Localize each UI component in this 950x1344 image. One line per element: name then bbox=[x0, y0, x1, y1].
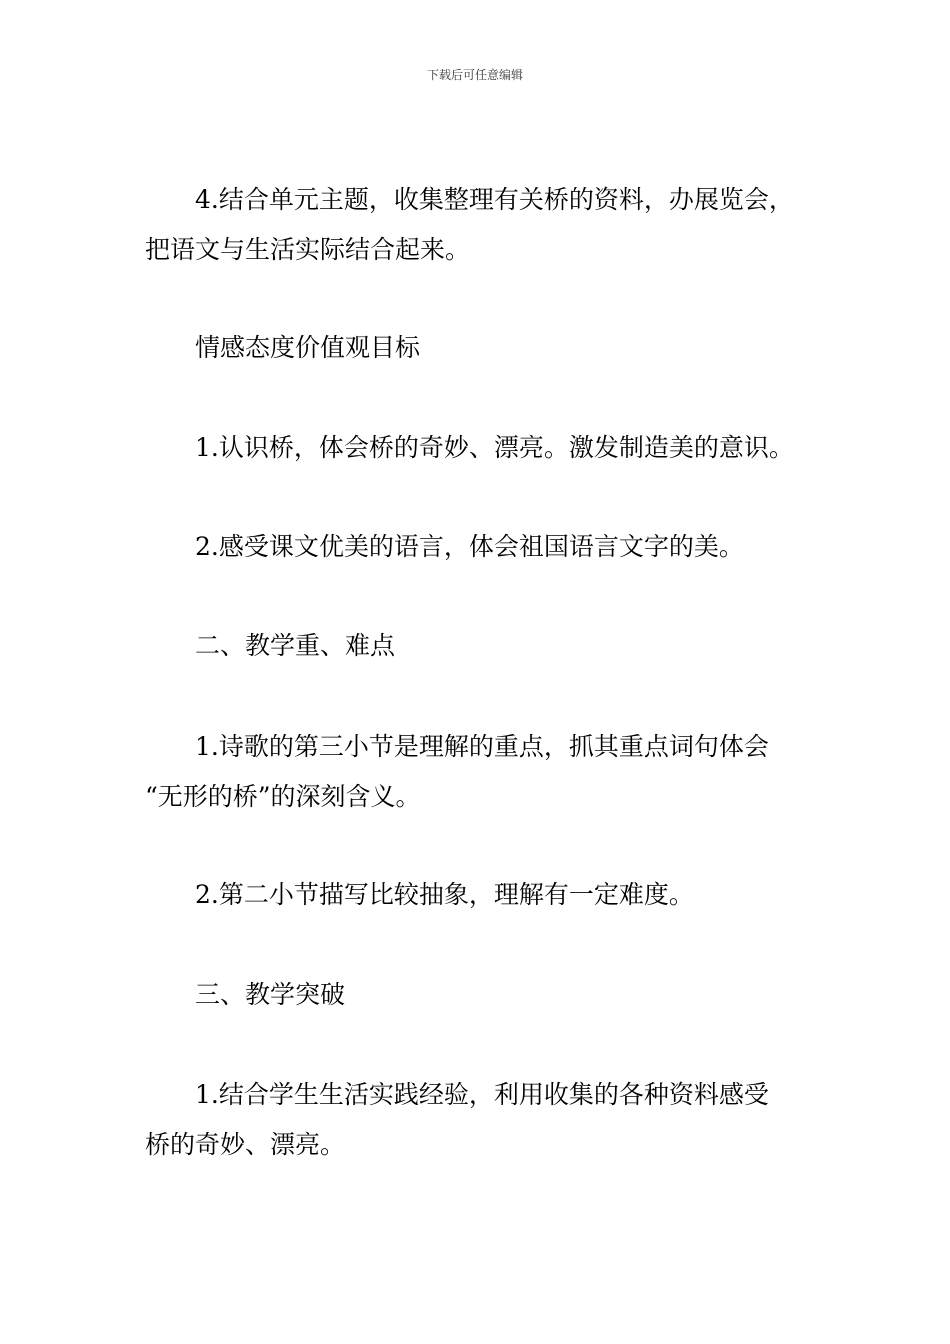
paragraph-goal-4-line-1: 4.结合单元主题，收集整理有关桥的资料，办展览会， bbox=[195, 185, 794, 214]
paragraph-key-point-1-line-1: 1.诗歌的第三小节是理解的重点，抓其重点词句体会 bbox=[195, 732, 769, 761]
paragraph-emotion-2: 2.感受课文优美的语言，体会祖国语言文字的美。 bbox=[195, 532, 744, 561]
paragraph-breakthrough-1-line-1: 1.结合学生生活实践经验，利用收集的各种资料感受 bbox=[195, 1080, 769, 1109]
paragraph-breakthrough-1-line-2: 桥的奇妙、漂亮。 bbox=[145, 1130, 346, 1159]
section-heading-emotion-goals: 情感态度价值观目标 bbox=[195, 333, 421, 362]
paragraph-emotion-1: 1.认识桥，体会桥的奇妙、漂亮。激发制造美的意识。 bbox=[195, 433, 794, 462]
section-heading-breakthrough: 三、教学突破 bbox=[195, 980, 346, 1009]
header-note: 下载后可任意编辑 bbox=[426, 68, 523, 82]
section-heading-key-points: 二、教学重、难点 bbox=[195, 631, 396, 660]
paragraph-key-point-2: 2.第二小节描写比较抽象，理解有一定难度。 bbox=[195, 880, 694, 909]
paragraph-goal-4-line-2: 把语文与生活实际结合起来。 bbox=[145, 235, 471, 264]
paragraph-key-point-1-line-2: “无形的桥”的深刻含义。 bbox=[145, 782, 421, 811]
